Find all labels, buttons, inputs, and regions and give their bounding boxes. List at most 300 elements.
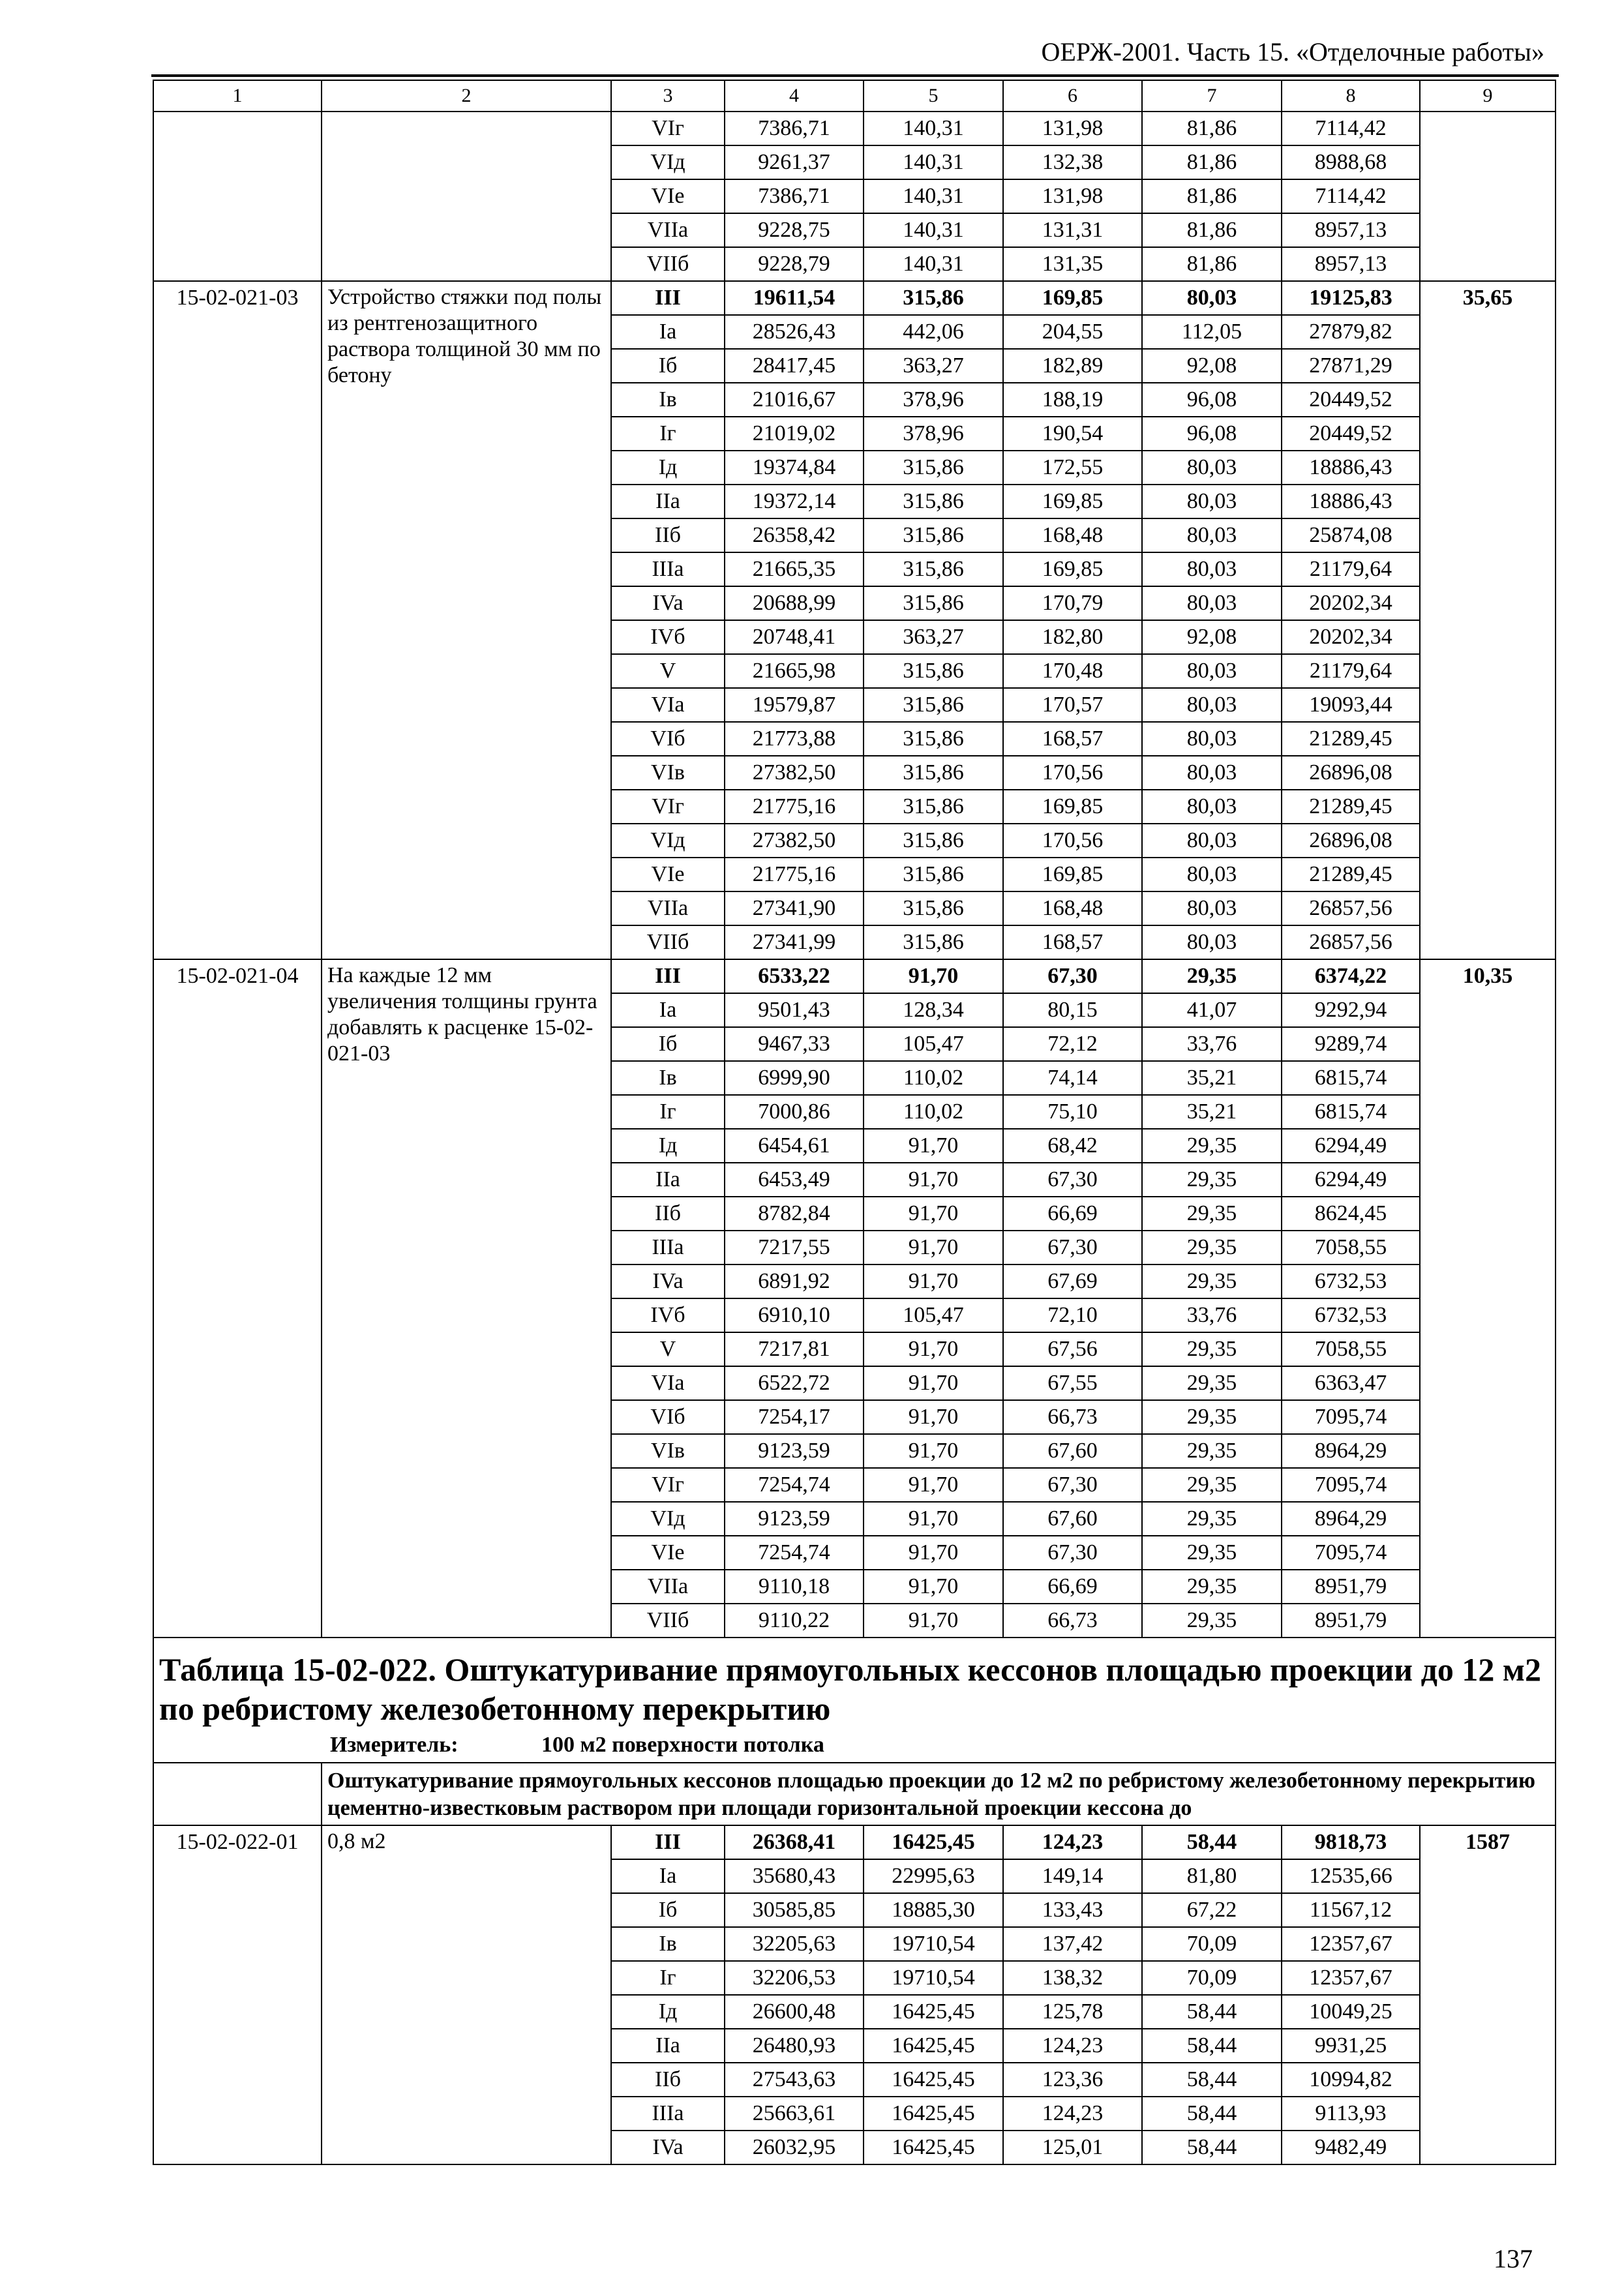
- value-cell: 8624,45: [1282, 1197, 1420, 1231]
- value-cell: 6815,74: [1282, 1095, 1420, 1129]
- value-cell: 18885,30: [864, 1893, 1003, 1927]
- value-cell: 67,22: [1142, 1893, 1282, 1927]
- value-cell: 182,89: [1003, 349, 1142, 383]
- table-row: [153, 1825, 1556, 1859]
- value-cell: 123,36: [1003, 2063, 1142, 2097]
- zone-cell: VIIб: [611, 247, 725, 281]
- zone-cell: IVб: [611, 620, 725, 654]
- zone-cell: VIб: [611, 722, 725, 756]
- value-cell: 6910,10: [725, 1298, 864, 1332]
- column-header: 8: [1282, 80, 1420, 112]
- value-cell: 9113,93: [1282, 2097, 1420, 2131]
- value-cell: 80,03: [1142, 824, 1282, 858]
- zone-cell: IIIa: [611, 552, 725, 586]
- value-cell: 6732,53: [1282, 1264, 1420, 1298]
- value-cell: 29,35: [1142, 959, 1282, 993]
- page-header-title: ОЕРЖ-2001. Часть 15. «Отделочные работы»: [1041, 37, 1544, 67]
- value-cell: 26896,08: [1282, 824, 1420, 858]
- zone-cell: VIв: [611, 1434, 725, 1468]
- rate-code: [153, 112, 322, 281]
- value-cell: 131,98: [1003, 179, 1142, 213]
- value-cell: 140,31: [864, 179, 1003, 213]
- value-cell: 91,70: [864, 1400, 1003, 1434]
- zone-cell: IVб: [611, 1298, 725, 1332]
- value-cell: 29,35: [1142, 1129, 1282, 1163]
- value-cell: 315,86: [864, 688, 1003, 722]
- column-header: 1: [153, 80, 322, 112]
- value-cell: 10994,82: [1282, 2063, 1420, 2097]
- value-cell: 26032,95: [725, 2131, 864, 2164]
- value-cell: 21179,64: [1282, 654, 1420, 688]
- value-cell: 19710,54: [864, 1927, 1003, 1961]
- value-cell: 169,85: [1003, 552, 1142, 586]
- zone-cell: Iв: [611, 1927, 725, 1961]
- value-cell: 68,42: [1003, 1129, 1142, 1163]
- value-cell: 6454,61: [725, 1129, 864, 1163]
- value-cell: 25663,61: [725, 2097, 864, 2131]
- value-cell: 29,35: [1142, 1570, 1282, 1604]
- value-cell: 9482,49: [1282, 2131, 1420, 2164]
- value-cell: 80,03: [1142, 790, 1282, 824]
- value-cell: 81,80: [1142, 1859, 1282, 1893]
- value-cell: 315,86: [864, 790, 1003, 824]
- zone-cell: Ia: [611, 993, 725, 1027]
- value-cell: 66,69: [1003, 1570, 1142, 1604]
- value-cell: 6294,49: [1282, 1129, 1420, 1163]
- value-cell: 11567,12: [1282, 1893, 1420, 1927]
- value-cell: 67,30: [1003, 1536, 1142, 1570]
- zone-cell: III: [611, 1825, 725, 1859]
- value-cell: 80,03: [1142, 281, 1282, 315]
- value-cell: 110,02: [864, 1061, 1003, 1095]
- value-cell: 8957,13: [1282, 247, 1420, 281]
- table-row: [153, 959, 1556, 993]
- value-cell: 80,03: [1142, 891, 1282, 925]
- value-cell: 6294,49: [1282, 1163, 1420, 1197]
- value-cell: 80,03: [1142, 552, 1282, 586]
- zone-cell: VIIa: [611, 891, 725, 925]
- value-cell: 8957,13: [1282, 213, 1420, 247]
- zone-cell: IIa: [611, 1163, 725, 1197]
- value-cell: 22995,63: [864, 1859, 1003, 1893]
- value-cell: 128,34: [864, 993, 1003, 1027]
- zone-cell: VIг: [611, 112, 725, 145]
- rate-extra: 10,35: [1420, 959, 1556, 1638]
- value-cell: 9467,33: [725, 1027, 864, 1061]
- meter-line: [159, 1731, 1550, 1759]
- rate-code: 15-02-021-04: [153, 959, 322, 1638]
- value-cell: 7095,74: [1282, 1400, 1420, 1434]
- value-cell: 9931,25: [1282, 2029, 1420, 2063]
- zone-cell: Iг: [611, 417, 725, 451]
- value-cell: 75,10: [1003, 1095, 1142, 1129]
- value-cell: 315,86: [864, 756, 1003, 790]
- value-cell: 80,15: [1003, 993, 1142, 1027]
- value-cell: 67,60: [1003, 1502, 1142, 1536]
- value-cell: 80,03: [1142, 925, 1282, 959]
- value-cell: 41,07: [1142, 993, 1282, 1027]
- value-cell: 81,86: [1142, 213, 1282, 247]
- value-cell: 12535,66: [1282, 1859, 1420, 1893]
- rate-extra: 35,65: [1420, 281, 1556, 959]
- meter-value: 100 м2 поверхности потолка: [541, 1733, 824, 1757]
- value-cell: 91,70: [864, 959, 1003, 993]
- value-cell: 19372,14: [725, 485, 864, 518]
- header-rule: [151, 74, 1559, 77]
- value-cell: 8964,29: [1282, 1434, 1420, 1468]
- value-cell: 18886,43: [1282, 485, 1420, 518]
- value-cell: 21019,02: [725, 417, 864, 451]
- zone-cell: VIг: [611, 1468, 725, 1502]
- zone-cell: Ia: [611, 315, 725, 349]
- value-cell: 131,31: [1003, 213, 1142, 247]
- value-cell: 91,70: [864, 1129, 1003, 1163]
- value-cell: 315,86: [864, 722, 1003, 756]
- zone-cell: VIe: [611, 1536, 725, 1570]
- value-cell: 91,70: [864, 1434, 1003, 1468]
- value-cell: 7254,17: [725, 1400, 864, 1434]
- value-cell: 6732,53: [1282, 1298, 1420, 1332]
- section-cell: [153, 1638, 1556, 1763]
- value-cell: 19093,44: [1282, 688, 1420, 722]
- value-cell: 20202,34: [1282, 620, 1420, 654]
- value-cell: 26368,41: [725, 1825, 864, 1859]
- value-cell: 21773,88: [725, 722, 864, 756]
- value-cell: 378,96: [864, 383, 1003, 417]
- value-cell: 29,35: [1142, 1502, 1282, 1536]
- value-cell: 18886,43: [1282, 451, 1420, 485]
- value-cell: 27871,29: [1282, 349, 1420, 383]
- value-cell: 58,44: [1142, 2063, 1282, 2097]
- value-cell: 137,42: [1003, 1927, 1142, 1961]
- value-cell: 35680,43: [725, 1859, 864, 1893]
- value-cell: 19579,87: [725, 688, 864, 722]
- value-cell: 26857,56: [1282, 891, 1420, 925]
- value-cell: 80,03: [1142, 756, 1282, 790]
- value-cell: 7254,74: [725, 1468, 864, 1502]
- value-cell: 58,44: [1142, 1995, 1282, 2029]
- value-cell: 315,86: [864, 451, 1003, 485]
- value-cell: 91,70: [864, 1366, 1003, 1400]
- value-cell: 8782,84: [725, 1197, 864, 1231]
- value-cell: 91,70: [864, 1502, 1003, 1536]
- value-cell: 67,55: [1003, 1366, 1142, 1400]
- value-cell: 67,30: [1003, 1231, 1142, 1264]
- zone-cell: Iд: [611, 1995, 725, 2029]
- value-cell: 58,44: [1142, 1825, 1282, 1859]
- rate-code: 15-02-022-01: [153, 1825, 322, 2164]
- subtitle-row: [153, 1763, 1556, 1825]
- value-cell: 6815,74: [1282, 1061, 1420, 1095]
- value-cell: 315,86: [864, 281, 1003, 315]
- value-cell: 110,02: [864, 1095, 1003, 1129]
- value-cell: 32205,63: [725, 1927, 864, 1961]
- value-cell: 91,70: [864, 1536, 1003, 1570]
- rates-table: [153, 80, 1556, 2165]
- value-cell: 140,31: [864, 247, 1003, 281]
- zone-cell: VIд: [611, 1502, 725, 1536]
- value-cell: 12357,67: [1282, 1927, 1420, 1961]
- value-cell: 442,06: [864, 315, 1003, 349]
- value-cell: 10049,25: [1282, 1995, 1420, 2029]
- value-cell: 9228,79: [725, 247, 864, 281]
- zone-cell: V: [611, 654, 725, 688]
- value-cell: 21016,67: [725, 383, 864, 417]
- zone-cell: IIa: [611, 2029, 725, 2063]
- value-cell: 67,30: [1003, 1163, 1142, 1197]
- zone-cell: V: [611, 1332, 725, 1366]
- value-cell: 170,57: [1003, 688, 1142, 722]
- value-cell: 67,60: [1003, 1434, 1142, 1468]
- value-cell: 16425,45: [864, 2131, 1003, 2164]
- value-cell: 27341,99: [725, 925, 864, 959]
- value-cell: 169,85: [1003, 485, 1142, 518]
- value-cell: 169,85: [1003, 858, 1142, 891]
- value-cell: 26358,42: [725, 518, 864, 552]
- value-cell: 6374,22: [1282, 959, 1420, 993]
- value-cell: 29,35: [1142, 1231, 1282, 1264]
- value-cell: 91,70: [864, 1231, 1003, 1264]
- value-cell: 7114,42: [1282, 179, 1420, 213]
- zone-cell: Iб: [611, 349, 725, 383]
- zone-cell: VIд: [611, 145, 725, 179]
- value-cell: 170,48: [1003, 654, 1142, 688]
- zone-cell: III: [611, 281, 725, 315]
- value-cell: 19374,84: [725, 451, 864, 485]
- value-cell: 27879,82: [1282, 315, 1420, 349]
- value-cell: 9818,73: [1282, 1825, 1420, 1859]
- value-cell: 315,86: [864, 552, 1003, 586]
- section-subtitle: Оштукатуривание прямоугольных кессонов площадью проекции до 12 м2 по ребристому железобетонному перекрытию цементно-известковым раствором при площади горизонтальной проекции кессона до: [322, 1763, 1556, 1825]
- value-cell: 6891,92: [725, 1264, 864, 1298]
- value-cell: 131,98: [1003, 112, 1142, 145]
- value-cell: 12357,67: [1282, 1961, 1420, 1995]
- value-cell: 16425,45: [864, 2029, 1003, 2063]
- zone-cell: VIa: [611, 688, 725, 722]
- value-cell: 26480,93: [725, 2029, 864, 2063]
- value-cell: 149,14: [1003, 1859, 1142, 1893]
- zone-cell: Iв: [611, 383, 725, 417]
- zone-cell: Iг: [611, 1095, 725, 1129]
- value-cell: 170,79: [1003, 586, 1142, 620]
- value-cell: 81,86: [1142, 112, 1282, 145]
- value-cell: 67,69: [1003, 1264, 1142, 1298]
- value-cell: 28417,45: [725, 349, 864, 383]
- value-cell: 91,70: [864, 1264, 1003, 1298]
- zone-cell: VIд: [611, 824, 725, 858]
- value-cell: 29,35: [1142, 1536, 1282, 1570]
- page-number: 137: [1494, 2244, 1533, 2273]
- value-cell: 7058,55: [1282, 1332, 1420, 1366]
- value-cell: 91,70: [864, 1604, 1003, 1638]
- value-cell: 9110,22: [725, 1604, 864, 1638]
- value-cell: 91,70: [864, 1570, 1003, 1604]
- value-cell: 21289,45: [1282, 722, 1420, 756]
- value-cell: 9292,94: [1282, 993, 1420, 1027]
- value-cell: 315,86: [864, 586, 1003, 620]
- value-cell: 58,44: [1142, 2029, 1282, 2063]
- zone-cell: IVa: [611, 2131, 725, 2164]
- value-cell: 29,35: [1142, 1332, 1282, 1366]
- zone-cell: VIe: [611, 858, 725, 891]
- value-cell: 91,70: [864, 1332, 1003, 1366]
- zone-cell: IIб: [611, 518, 725, 552]
- value-cell: 315,86: [864, 891, 1003, 925]
- value-cell: 25874,08: [1282, 518, 1420, 552]
- value-cell: 80,03: [1142, 586, 1282, 620]
- value-cell: 21179,64: [1282, 552, 1420, 586]
- value-cell: 133,43: [1003, 1893, 1142, 1927]
- value-cell: 74,14: [1003, 1061, 1142, 1095]
- value-cell: 9228,75: [725, 213, 864, 247]
- value-cell: 140,31: [864, 213, 1003, 247]
- value-cell: 35,21: [1142, 1061, 1282, 1095]
- value-cell: 169,85: [1003, 281, 1142, 315]
- value-cell: 29,35: [1142, 1197, 1282, 1231]
- section-row: [153, 1638, 1556, 1763]
- value-cell: 105,47: [864, 1298, 1003, 1332]
- value-cell: 131,35: [1003, 247, 1142, 281]
- zone-cell: VIIб: [611, 1604, 725, 1638]
- value-cell: 20688,99: [725, 586, 864, 620]
- value-cell: 7386,71: [725, 179, 864, 213]
- value-cell: 204,55: [1003, 315, 1142, 349]
- value-cell: 35,21: [1142, 1095, 1282, 1129]
- value-cell: 315,86: [864, 858, 1003, 891]
- value-cell: 190,54: [1003, 417, 1142, 451]
- value-cell: 7254,74: [725, 1536, 864, 1570]
- value-cell: 81,86: [1142, 247, 1282, 281]
- value-cell: 92,08: [1142, 349, 1282, 383]
- value-cell: 8951,79: [1282, 1604, 1420, 1638]
- value-cell: 91,70: [864, 1163, 1003, 1197]
- zone-cell: Iг: [611, 1961, 725, 1995]
- value-cell: 168,57: [1003, 925, 1142, 959]
- value-cell: 168,48: [1003, 518, 1142, 552]
- value-cell: 9289,74: [1282, 1027, 1420, 1061]
- value-cell: 21775,16: [725, 790, 864, 824]
- value-cell: 140,31: [864, 112, 1003, 145]
- value-cell: 315,86: [864, 824, 1003, 858]
- value-cell: 138,32: [1003, 1961, 1142, 1995]
- value-cell: 96,08: [1142, 383, 1282, 417]
- zone-cell: Iб: [611, 1027, 725, 1061]
- zone-cell: III: [611, 959, 725, 993]
- zone-cell: Iв: [611, 1061, 725, 1095]
- value-cell: 124,23: [1003, 1825, 1142, 1859]
- value-cell: 8964,29: [1282, 1502, 1420, 1536]
- value-cell: 29,35: [1142, 1434, 1282, 1468]
- value-cell: 378,96: [864, 417, 1003, 451]
- value-cell: 70,09: [1142, 1927, 1282, 1961]
- value-cell: 19125,83: [1282, 281, 1420, 315]
- value-cell: 81,86: [1142, 145, 1282, 179]
- value-cell: 6522,72: [725, 1366, 864, 1400]
- column-header: 4: [725, 80, 864, 112]
- value-cell: 32206,53: [725, 1961, 864, 1995]
- column-header: 2: [322, 80, 611, 112]
- value-cell: 80,03: [1142, 485, 1282, 518]
- value-cell: 125,78: [1003, 1995, 1142, 2029]
- value-cell: 26857,56: [1282, 925, 1420, 959]
- value-cell: 315,86: [864, 654, 1003, 688]
- value-cell: 8951,79: [1282, 1570, 1420, 1604]
- value-cell: 16425,45: [864, 1995, 1003, 2029]
- zone-cell: Iб: [611, 1893, 725, 1927]
- value-cell: 19710,54: [864, 1961, 1003, 1995]
- value-cell: 21289,45: [1282, 790, 1420, 824]
- column-header: 6: [1003, 80, 1142, 112]
- section-title: Таблица 15-02-022. Оштукатуривание прямоугольных кессонов площадью проекции до 12 м2 по ребристому железобетонному перекрытию: [159, 1651, 1541, 1727]
- value-cell: 9261,37: [725, 145, 864, 179]
- value-cell: 29,35: [1142, 1604, 1282, 1638]
- value-cell: 80,03: [1142, 451, 1282, 485]
- value-cell: 21775,16: [725, 858, 864, 891]
- value-cell: 19611,54: [725, 281, 864, 315]
- zone-cell: IIIa: [611, 2097, 725, 2131]
- value-cell: 66,69: [1003, 1197, 1142, 1231]
- value-cell: 70,09: [1142, 1961, 1282, 1995]
- value-cell: 20748,41: [725, 620, 864, 654]
- zone-cell: IVa: [611, 586, 725, 620]
- zone-cell: VIб: [611, 1400, 725, 1434]
- value-cell: 363,27: [864, 620, 1003, 654]
- value-cell: 80,03: [1142, 722, 1282, 756]
- value-cell: 140,31: [864, 145, 1003, 179]
- value-cell: 66,73: [1003, 1604, 1142, 1638]
- value-cell: 188,19: [1003, 383, 1142, 417]
- value-cell: 315,86: [864, 925, 1003, 959]
- value-cell: 105,47: [864, 1027, 1003, 1061]
- value-cell: 30585,85: [725, 1893, 864, 1927]
- value-cell: 8988,68: [1282, 145, 1420, 179]
- value-cell: 132,38: [1003, 145, 1142, 179]
- value-cell: 9123,59: [725, 1502, 864, 1536]
- value-cell: 7217,55: [725, 1231, 864, 1264]
- value-cell: 16425,45: [864, 2097, 1003, 2131]
- value-cell: 315,86: [864, 518, 1003, 552]
- value-cell: 168,57: [1003, 722, 1142, 756]
- value-cell: 92,08: [1142, 620, 1282, 654]
- value-cell: 72,10: [1003, 1298, 1142, 1332]
- value-cell: 29,35: [1142, 1468, 1282, 1502]
- value-cell: 29,35: [1142, 1264, 1282, 1298]
- value-cell: 6363,47: [1282, 1366, 1420, 1400]
- zone-cell: VIa: [611, 1366, 725, 1400]
- value-cell: 28526,43: [725, 315, 864, 349]
- value-cell: 33,76: [1142, 1298, 1282, 1332]
- value-cell: 112,05: [1142, 315, 1282, 349]
- value-cell: 26600,48: [725, 1995, 864, 2029]
- rate-extra: 1587: [1420, 1825, 1556, 2164]
- column-header: 7: [1142, 80, 1282, 112]
- value-cell: 9123,59: [725, 1434, 864, 1468]
- value-cell: 91,70: [864, 1197, 1003, 1231]
- value-cell: 7386,71: [725, 112, 864, 145]
- column-header: 5: [864, 80, 1003, 112]
- column-header-row: [153, 80, 1556, 112]
- value-cell: 81,86: [1142, 179, 1282, 213]
- column-header: 3: [611, 80, 725, 112]
- value-cell: 27382,50: [725, 756, 864, 790]
- meter-label: Измеритель:: [330, 1733, 459, 1757]
- value-cell: 96,08: [1142, 417, 1282, 451]
- value-cell: 80,03: [1142, 858, 1282, 891]
- column-header: 9: [1420, 80, 1556, 112]
- value-cell: 16425,45: [864, 2063, 1003, 2097]
- value-cell: 20449,52: [1282, 383, 1420, 417]
- value-cell: 9110,18: [725, 1570, 864, 1604]
